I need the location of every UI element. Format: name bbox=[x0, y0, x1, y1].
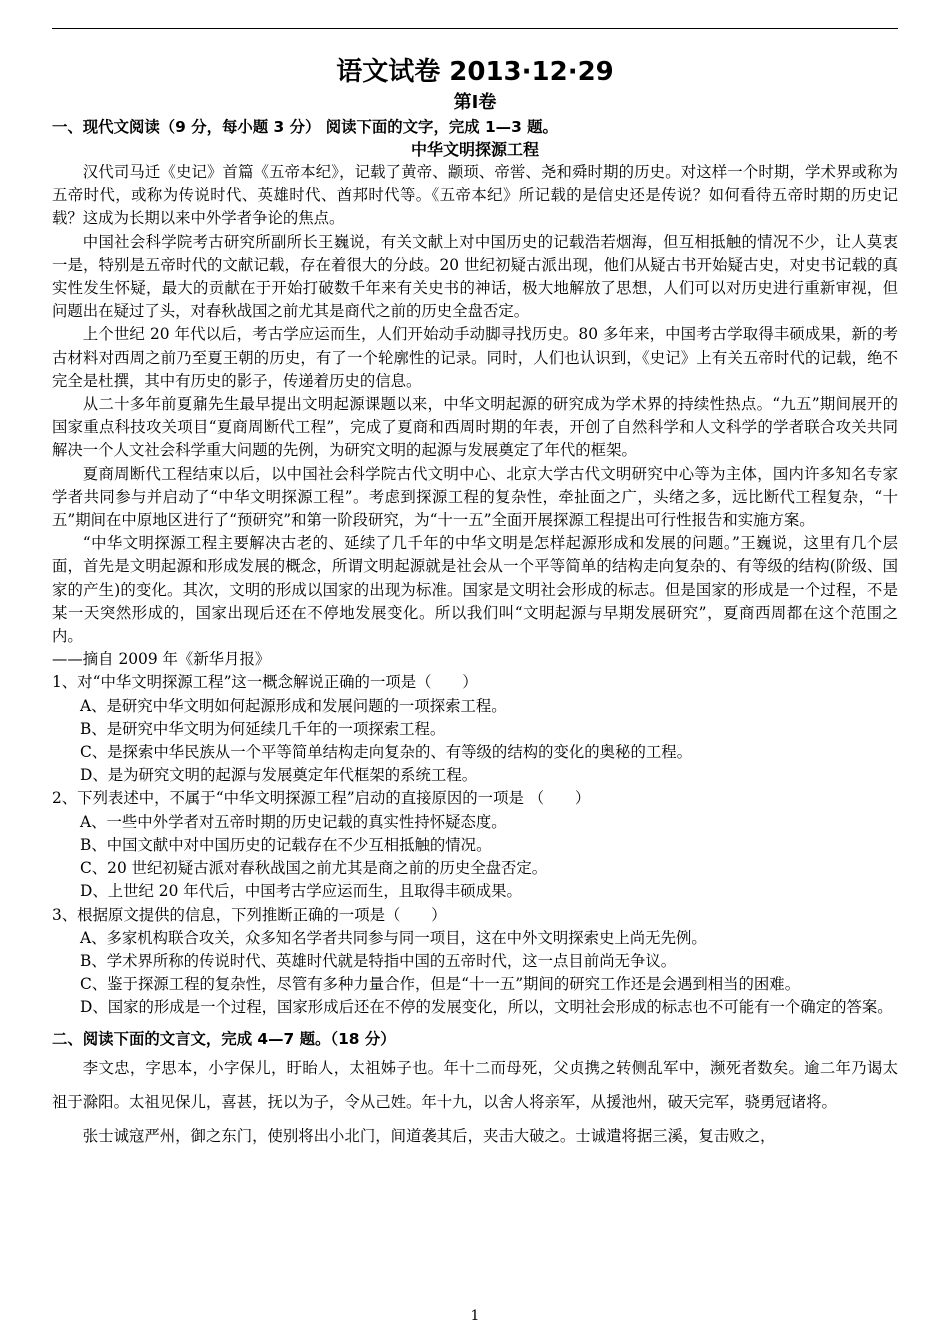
question-option: B、是研究中华文明为何延续几千年的一项探索工程。 bbox=[80, 719, 446, 738]
header-rule bbox=[52, 28, 898, 29]
question-option: A、多家机构联合攻关，众多知名学者共同参与同一项目，这在中外文明探索史上尚无先例。 bbox=[80, 928, 707, 947]
article-paragraph: “中华文明探源工程主要解决古老的、延续了几千年的中华文明是怎样起源形成和发展的问题。”王巍说，这里有几个层面，首先是文明起源和形成发展的概念，所谓文明起源就是社会从一个平等简单的结构走向复杂的、有等级的结构(阶级、国家的产生)的变化。其次，文明的形成以国家的出现为标准。国家是文明社会形成的标志。但是国家的形成是一个过程，不是某一天突然形成的，国家出现后还在不停地发展变化。所以我们叫“文明起源与早期发展研究”，夏商西周都在这个范围之内。 bbox=[52, 534, 898, 646]
question-option: C、鉴于探源工程的复杂性，尽管有多种力量合作，但是“十一五”期间的研究工作还是会遇到相当的困难。 bbox=[80, 975, 801, 994]
article-source: ——摘自 2009 年《新华月报》 bbox=[52, 650, 271, 669]
article-paragraph: 汉代司马迁《史记》首篇《五帝本纪》，记载了黄帝、颛顼、帝喾、尧和舜时期的历史。对这样一个时期，学术界或称为五帝时代，或称为传说时代、英雄时代、酋邦时代等。《五帝本纪》所记载的是信史还是传说？如何看待五帝时期的历史记载？这成为长期以来中外学者争论的焦点。 bbox=[52, 163, 898, 228]
section-2-heading: 二、阅读下面的文言文，完成 4—7 题。（18 分） bbox=[52, 1029, 396, 1048]
section-1-heading: 一、现代文阅读（9 分，每小题 3 分） 阅读下面的文字，完成 1—3 题。 bbox=[52, 118, 558, 136]
page-number: 1 bbox=[470, 1308, 480, 1324]
question-option: D、上世纪 20 年代后，中国考古学应运而生，且取得丰硕成果。 bbox=[80, 882, 522, 901]
article-paragraph: 中国社会科学院考古研究所副所长王巍说，有关文献上对中国历史的记载浩若烟海，但互相抵触的情况不少，让人莫衷一是，特别是五帝时代的文献记载，存在着很大的分歧。20 世纪初疑古派出现，他们从疑古书开始疑古史，对史书记载的真实性发生怀疑，最大的贡献在于开始打破数千年来有关史书的神话，极大地解放了思想，人们可以对历史进行重新审视，但问题出在疑过了头，对春秋战国之前尤其是商代之前的历史全盘否定。 bbox=[52, 232, 898, 321]
question-option: C、20 世纪初疑古派对春秋战国之前尤其是商之前的历史全盘否定。 bbox=[80, 859, 548, 878]
classical-text bbox=[52, 1051, 898, 1153]
volume-title: 第Ⅰ卷 bbox=[453, 92, 497, 113]
question-option: B、中国文献中对中国历史的记载存在不少互相抵触的情况。 bbox=[80, 835, 492, 854]
question-option: C、是探索中华民族从一个平等简单结构走向复杂的、有等级的结构的变化的奥秘的工程。 bbox=[80, 743, 693, 762]
article-paragraph: 夏商周断代工程结束以后，以中国社会科学院古代文明中心、北京大学古代文明研究中心等为主体，国内许多知名专家学者共同参与并启动了“中华文明探源工程”。考虑到探源工程的复杂性，牵扯面之广，头绪之多，远比断代工程复杂，“十五”期间在中原地区进行了“预研究”和第一阶段研究，为“十一五”全面开展探源工程提出可行性报告和实施方案。 bbox=[52, 464, 898, 530]
article-paragraph: 上个世纪 20 年代以后，考古学应运而生，人们开始动手动脚寻找历史。80 多年来，中国考古学取得丰硕成果，新的考古材料对西周之前乃至夏王朝的历史，有了一个轮廓性的记录。同时，人们也认识到，《史记》上有关五帝时代的记载，绝不完全是杜撰，其中有历史的影子，传递着历史的信息。 bbox=[52, 325, 898, 390]
classical-paragraph: 李文忠，字思本，小字保儿，盱眙人，太祖姊子也。年十二而母死，父贞携之转侧乱军中，濒死者数矣。逾二年乃谒太祖于滁阳。太祖见保儿，喜甚，抚以为子，令从己姓。年十九，以舍人将亲军，从援池州，破天完军，骁勇冠诸将。 bbox=[52, 1058, 898, 1111]
document-content bbox=[52, 54, 898, 1153]
question-stem: 1、对“中华文明探源工程”这一概念解说正确的一项是（ ） bbox=[52, 673, 478, 692]
question-option: B、学术界所称的传说时代、英雄时代就是特指中国的五帝时代，这一点目前尚无争议。 bbox=[80, 951, 677, 970]
question-2 bbox=[52, 787, 898, 903]
question-3 bbox=[52, 904, 898, 1020]
question-1 bbox=[52, 671, 898, 787]
question-stem: 2、下列表述中，不属于“中华文明探源工程”启动的直接原因的一项是 （ ） bbox=[52, 789, 591, 808]
question-stem: 3、根据原文提供的信息，下列推断正确的一项是（ ） bbox=[52, 905, 447, 924]
question-option: D、是为研究文明的起源与发展奠定年代框架的系统工程。 bbox=[80, 766, 478, 785]
question-option: A、是研究中华文明如何起源形成和发展问题的一项探索工程。 bbox=[80, 696, 507, 715]
article-paragraph: 从二十多年前夏鼐先生最早提出文明起源课题以来，中华文明起源的研究成为学术界的持续性热点。“九五”期间展开的国家重点科技攻关项目“夏商周断代工程”，完成了夏商和西周时期的年表，开创了自然科学和人文科学的学者联合攻关共同解决一个人文社会科学重大问题的先例，为研究文明的起源与发展奠定了年代的框架。 bbox=[52, 395, 898, 460]
question-option: A、一些中外学者对五帝时期的历史记载的真实性持怀疑态度。 bbox=[80, 812, 507, 831]
classical-paragraph: 张士诚寇严州，御之东门，使别将出小北门，间道袭其后，夹击大破之。士诚遣将据三溪，复击败之， bbox=[82, 1126, 776, 1145]
question-option: D、国家的形成是一个过程，国家形成后还在不停的发展变化，所以，文明社会形成的标志也不可能有一个确定的答案。 bbox=[80, 998, 893, 1017]
exam-title: 语文试卷 2013·12·29 bbox=[336, 57, 614, 87]
article-title: 中华文明探源工程 bbox=[410, 140, 539, 159]
